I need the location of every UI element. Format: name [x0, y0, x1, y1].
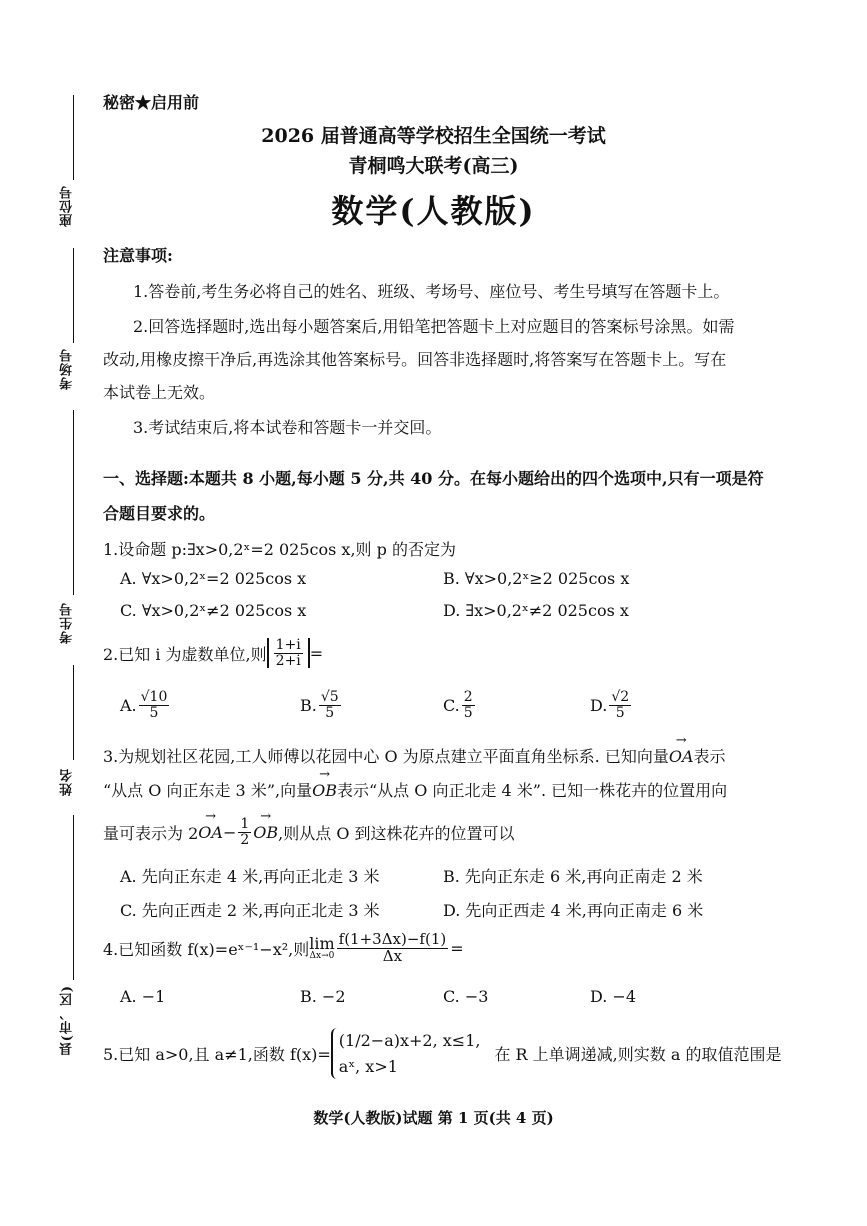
q3-minus: − [222, 822, 237, 842]
q2-c-num: 2 [463, 689, 473, 705]
q2-abs-value [267, 638, 310, 668]
section-1-line-1: 一、选择题:本题共 8 小题,每小题 5 分,共 40 分。在每小题给出的四个选项中,只有一项是符 [103, 469, 764, 488]
notice-item-2-line-2: 改动,用橡皮擦干净后,再选涂其他答案标号。回答非选择题时,将答案写在答题卡上。写在 [103, 350, 727, 369]
q2-stem [103, 638, 323, 668]
q2-b-label: B. [300, 695, 317, 715]
q2-option-d [590, 690, 633, 720]
q2-d-label: D. [590, 695, 608, 715]
q3-line-3-b: ,则从点 O 到这株花卉的位置可以 [278, 823, 515, 843]
q2-b-num: √5 [320, 689, 339, 705]
exam-subtitle: 青桐鸣大联考(高三) [348, 155, 519, 177]
q2-d-num: √2 [611, 689, 630, 705]
q1-option-d: D. ∃x>0,2ˣ≠2 025cos x [443, 601, 629, 620]
page-footer: 数学(人教版)试题 第 1 页(共 4 页) [313, 1109, 554, 1127]
q1-stem: 1.设命题 p:∃x>0,2ˣ=2 025cos x,则 p 的否定为 [103, 540, 456, 559]
notice-item-2-line-1: 2.回答选择题时,选出每小题答案后,用铅笔把答题卡上对应题目的答案标号涂黑。如需 [133, 317, 735, 336]
q2-a-label: A. [120, 695, 137, 715]
q3-half-den: 2 [240, 831, 250, 848]
q1-option-c: C. ∀x>0,2ˣ≠2 025cos x [120, 601, 307, 620]
student-id-label: 考生号 [60, 602, 75, 644]
q4-frac-num: f(1+3Δx)−f(1) [338, 930, 447, 948]
name-label: 姓名 [60, 768, 75, 796]
county-label: 县(市、区) [60, 985, 75, 1056]
q3-half-num: 1 [240, 816, 250, 832]
q4-lim-text: lim [309, 933, 335, 953]
q2-option-b [300, 690, 343, 720]
q5-stem-text: 5.已知 a>0,且 a≠1,函数 f(x)= [103, 1045, 331, 1065]
q4-stem [103, 932, 464, 965]
q2-d-den: 5 [615, 704, 625, 721]
q2-a-num: √10 [140, 689, 168, 705]
q2-option-a [120, 690, 171, 720]
notice-item-1: 1.答卷前,考生务必将自己的姓名、班级、考场号、座位号、考生号填写在答题卡上。 [133, 282, 730, 301]
q2-equals: = [309, 643, 324, 663]
side-line-3 [73, 410, 74, 595]
q5-case-1: (1/2−a)x+2, x≤1, [338, 1031, 481, 1050]
q5-stem-tail: 在 R 上单调递减,则实数 a 的取值范围是 [494, 1045, 782, 1065]
q1-option-a: A. ∀x>0,2ˣ=2 025cos x [120, 569, 307, 588]
side-line-4 [73, 665, 74, 760]
q2-stem-text: 2.已知 i 为虚数单位,则 [103, 644, 267, 664]
q2-c-label: C. [443, 695, 460, 715]
q4-frac-den: Δx [382, 946, 403, 965]
seat-label: 座位号 [60, 185, 75, 227]
q3-line-2-a: “从点 O 向正东走 3 米”,向量 [103, 781, 313, 800]
side-line-5 [73, 815, 74, 980]
q3-line-2 [103, 778, 727, 801]
q2-c-den: 5 [463, 704, 473, 721]
q4-option-c: C. −3 [443, 987, 489, 1006]
exam-title: 2026 届普通高等学校招生全国统一考试 [261, 125, 606, 147]
secret-mark: 秘密★启用前 [103, 93, 200, 112]
notice-item-2-line-3: 本试卷上无效。 [103, 383, 216, 402]
q3-option-c: C. 先向正西走 2 米,再向正北走 3 米 [120, 901, 380, 920]
q1-option-b: B. ∀x>0,2ˣ≥2 025cos x [443, 569, 630, 588]
notice-heading: 注意事项: [103, 246, 173, 265]
q4-limit [309, 933, 335, 961]
q2-a-den: 5 [149, 704, 159, 721]
q3-line-1-a: 3.为规划社区花园,工人师傅以花园中心 O 为原点建立平面直角坐标系. 已知向量 [103, 747, 669, 766]
q3-line-3 [103, 817, 515, 847]
q4-option-b: B. −2 [300, 987, 346, 1006]
q3-option-d: D. 先向正西走 4 米,再向正南走 6 米 [443, 901, 704, 920]
q4-stem-text: 4.已知函数 f(x)=eˣ⁻¹−x²,则 [103, 939, 310, 959]
q4-option-a: A. −1 [120, 987, 166, 1006]
q2-option-c [443, 690, 477, 720]
q3-line-1 [103, 744, 726, 767]
q2-fraction-den: 2+i [275, 652, 301, 669]
q2-fraction-num: 1+i [275, 637, 301, 653]
q2-fraction [274, 638, 303, 668]
q3-line-1-b: 表示 [693, 747, 726, 766]
q3-vector-ob: → OB [312, 781, 337, 800]
q4-lim-sub: Δx→0 [309, 950, 335, 961]
q5-stem [103, 1028, 781, 1079]
q3-option-a: A. 先向正东走 4 米,再向正北走 3 米 [120, 867, 380, 886]
notice-item-3: 3.考试结束后,将本试卷和答题卡一并交回。 [133, 418, 442, 437]
q5-case-2: aˣ, x>1 [338, 1056, 398, 1076]
q3-vector-oa-2: → OA [198, 823, 223, 842]
q4-equals: = [450, 938, 464, 958]
subject-title: 数学(人教版) [331, 192, 536, 230]
room-label: 考场号 [60, 348, 75, 390]
q3-line-3-a: 量可表示为 2 [103, 823, 199, 843]
q5-piecewise [331, 1028, 481, 1079]
q3-vector-ob-2: → OB [253, 823, 278, 842]
side-line-2 [73, 248, 74, 343]
q3-option-b: B. 先向正东走 6 米,再向正南走 2 米 [443, 867, 703, 886]
q4-option-d: D. −4 [590, 987, 637, 1006]
q3-line-2-b: 表示“从点 O 向正北走 4 米”. 已知一株花卉的位置用向 [336, 781, 728, 800]
q2-b-den: 5 [325, 704, 335, 721]
section-1-line-2: 合题目要求的。 [103, 504, 216, 523]
q3-vector-oa: → OA [669, 747, 694, 766]
